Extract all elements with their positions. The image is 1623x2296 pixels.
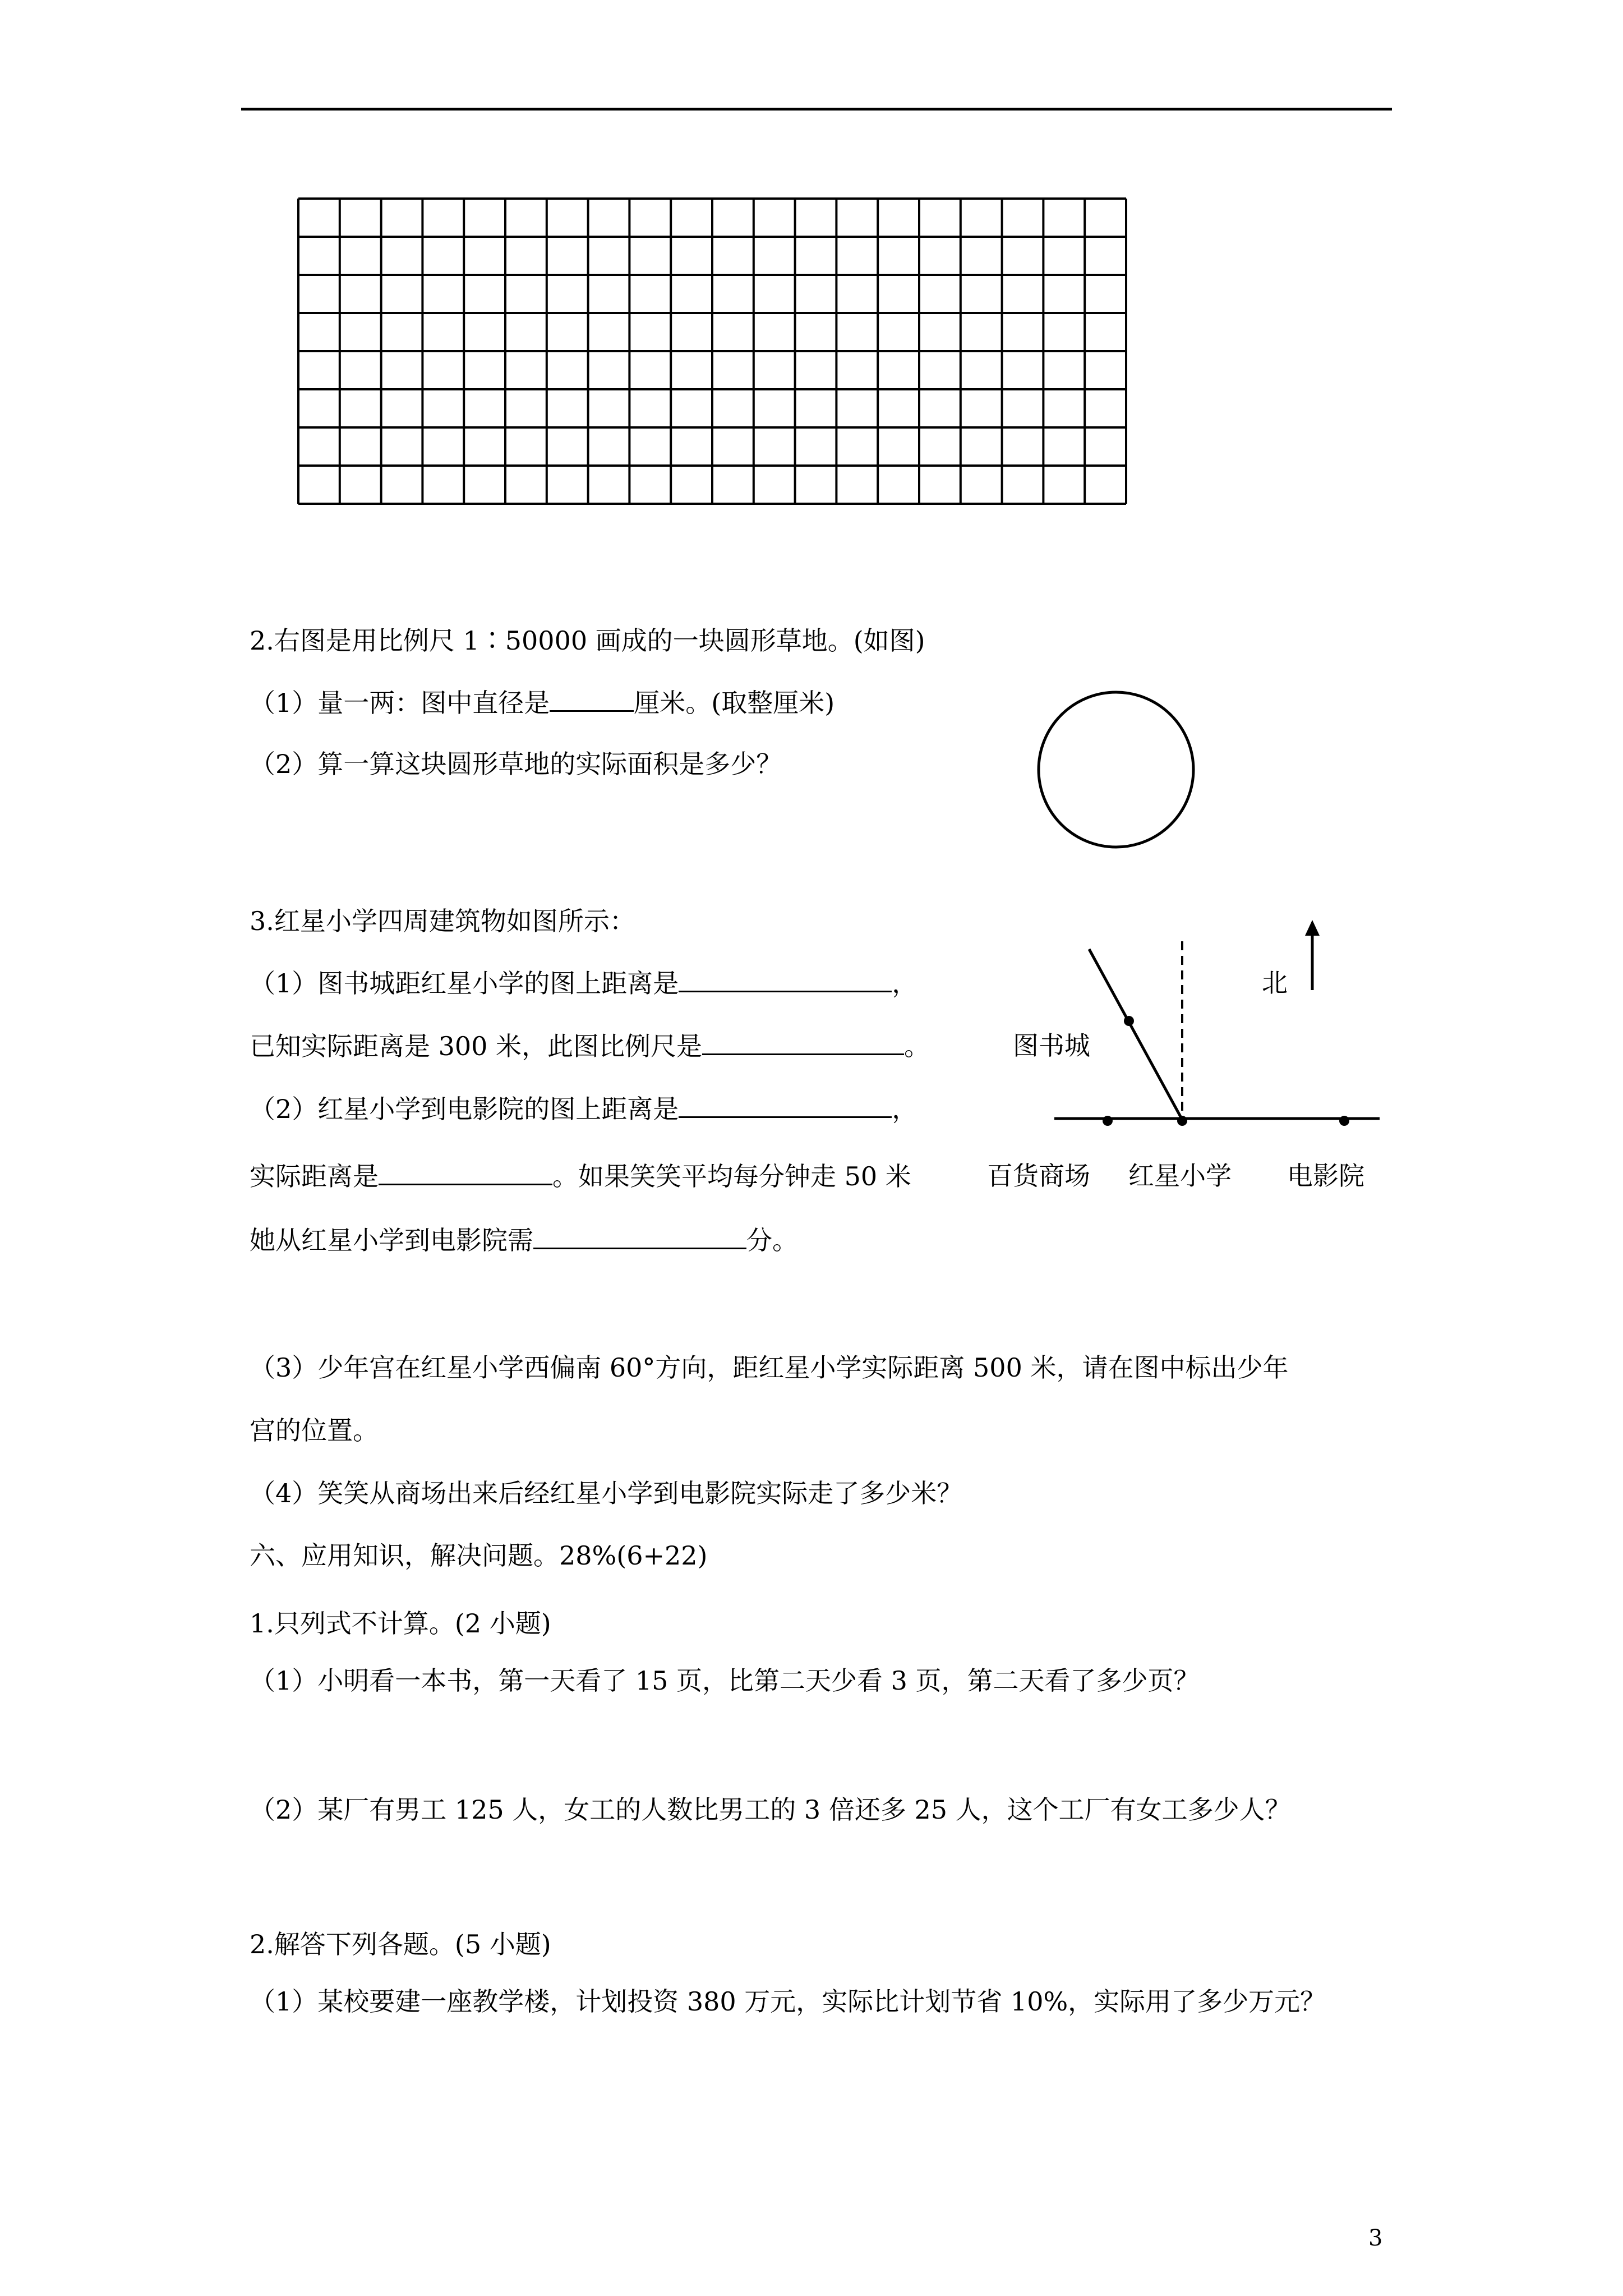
- minutes-blank[interactable]: [533, 1223, 746, 1249]
- school-point: [1177, 1116, 1187, 1126]
- actual-distance-blank[interactable]: [379, 1159, 552, 1185]
- q3-part3-line1: （3）少年宫在红星小学西偏南 60°方向，距红星小学实际距离 500 米，请在图中标出少年: [250, 1352, 1289, 1383]
- cinema-label: 电影院: [1287, 1161, 1364, 1191]
- mall-point: [1103, 1116, 1113, 1126]
- square-grid: [297, 197, 1127, 505]
- section6-sub2-title: 2.解答下列各题。(5 小题): [250, 1929, 551, 1959]
- mall-label: 百货商场: [987, 1161, 1090, 1191]
- bookcity-label: 图书城: [1013, 1030, 1090, 1061]
- q3-part2-line1: （2）红星小学到电影院的图上距离是 ，: [250, 1092, 917, 1126]
- circle-lawn-figure: [1032, 685, 1200, 854]
- q3-part1-line1: （1）图书城距红星小学的图上距离是 ，: [250, 966, 917, 1000]
- q3-part1-line2: 已知实际距离是 300 米，此图比例尺是 。: [250, 1029, 930, 1063]
- q3-part3-line2: 宫的位置。: [250, 1415, 379, 1446]
- cinema-point: [1339, 1116, 1349, 1126]
- scale-blank[interactable]: [702, 1029, 904, 1055]
- section6-sub2-q1: （1）某校要建一座教学楼，计划投资 380 万元，实际比计划节省 10%，实际用了多少万元？: [250, 1986, 1326, 2017]
- diameter-blank[interactable]: [550, 685, 634, 712]
- q3-part4: （4）笑笑从商场出来后经红星小学到电影院实际走了多少米？: [250, 1478, 963, 1508]
- school-label: 红星小学: [1128, 1161, 1232, 1191]
- q3-title: 3.红星小学四周建筑物如图所示：: [250, 906, 635, 936]
- section6-heading: 六、应用知识，解决问题。28%(6+22): [250, 1540, 708, 1571]
- map-figure: [1038, 920, 1396, 1144]
- header-rule: [241, 108, 1392, 111]
- bookcity-point: [1124, 1016, 1134, 1026]
- page-number: 3: [1368, 2225, 1383, 2251]
- section6-sub1-q2: （2）某厂有男工 125 人，女工的人数比男工的 3 倍还多 25 人，这个工厂有女工多少人？: [250, 1795, 1291, 1825]
- bookcity-distance-blank[interactable]: [679, 966, 892, 992]
- q2-title: 2.右图是用比例尺 1∶50000 画成的一块圆形草地。(如图): [250, 625, 925, 656]
- section6-sub1-q1: （1）小明看一本书，第一天看了 15 页，比第二天少看 3 页，第二天看了多少页？: [250, 1665, 1200, 1696]
- q2-part2: （2）算一算这块圆形草地的实际面积是多少？: [250, 749, 782, 779]
- q3-part2-line3: 她从红星小学到电影院需 分。: [250, 1223, 798, 1257]
- q3-part2-line2: 实际距离是 。如果笑笑平均每分钟走 50 米: [250, 1159, 911, 1193]
- north-label: 北: [1262, 968, 1288, 998]
- section6-sub1-title: 1.只列式不计算。(2 小题): [250, 1608, 551, 1639]
- cinema-distance-blank[interactable]: [679, 1092, 892, 1118]
- q2-part1: （1）量一两：图中直径是 厘米。(取整厘米): [250, 685, 834, 720]
